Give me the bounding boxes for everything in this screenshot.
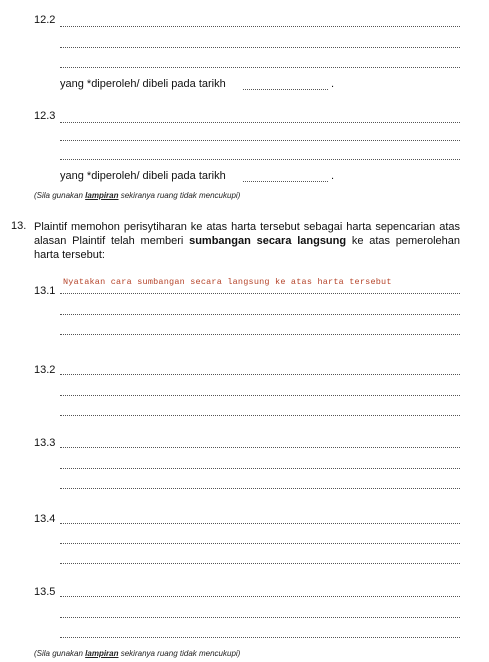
item-13-1-line-1[interactable]: [60, 293, 460, 294]
section-13-bold-text: sumbangan secara langsung: [189, 235, 347, 247]
attachment-note-2: [34, 649, 240, 658]
item-12-3-number: 12.3: [34, 110, 56, 122]
item-13-4-line-1[interactable]: [60, 523, 460, 524]
item-13-4-line-2[interactable]: [60, 543, 460, 544]
item-12-2-period: .: [331, 78, 335, 90]
item-13-1-line-2[interactable]: [60, 314, 460, 315]
item-12-3-line-3[interactable]: [60, 159, 460, 160]
item-12-3-line-1[interactable]: [60, 122, 460, 123]
item-13-2-line-2[interactable]: [60, 395, 460, 396]
item-12-3-date-field[interactable]: [243, 181, 328, 182]
item-12-3-period: .: [331, 170, 335, 182]
item-13-5-number: 13.5: [34, 586, 56, 598]
item-13-1-line-3[interactable]: [60, 334, 460, 335]
section-13-text-2: ke atas pemerolehan harta tersebut:: [34, 235, 460, 261]
item-13-4-number: 13.4: [34, 513, 56, 525]
item-12-2-number: 12.2: [34, 14, 56, 26]
item-13-2-number: 13.2: [34, 364, 56, 376]
item-13-1-handwritten-note: Nyatakan cara sumbangan secara langsung ke atas harta tersebut: [63, 277, 392, 287]
section-13-text-1: Plaintif memohon perisytiharan ke atas harta tersebut sebagai harta sepencarian atas alasan Plaintif telah memberi: [34, 221, 460, 247]
item-13-2-line-1[interactable]: [60, 374, 460, 375]
note-2-suffix: sekiranya ruang tidak mencukupi): [118, 649, 241, 658]
section-13-paragraph: [34, 220, 460, 262]
item-12-2-line-2[interactable]: [60, 47, 460, 48]
item-13-5-line-2[interactable]: [60, 617, 460, 618]
item-13-1-number: 13.1: [34, 285, 56, 297]
note-2-prefix: (Sila gunakan: [34, 649, 86, 658]
item-13-5-line-3[interactable]: [60, 637, 460, 638]
note-1-suffix: sekiranya ruang tidak mencukupi): [118, 191, 241, 200]
note-2-lampiran: lampiran: [85, 649, 119, 658]
item-13-3-number: 13.3: [34, 437, 56, 449]
attachment-note-1: [34, 191, 240, 200]
item-13-3-line-2[interactable]: [60, 468, 460, 469]
note-1-lampiran: lampiran: [85, 191, 119, 200]
item-13-2-line-3[interactable]: [60, 415, 460, 416]
item-12-3-line-2[interactable]: [60, 140, 460, 141]
item-12-3-acquired-label: yang *diperoleh/ dibeli pada tarikh: [60, 170, 226, 182]
item-12-2-date-field[interactable]: [243, 89, 328, 90]
item-13-3-line-1[interactable]: [60, 447, 460, 448]
note-1-prefix: (Sila gunakan: [34, 191, 86, 200]
section-13-number: 13.: [11, 220, 27, 232]
item-13-5-line-1[interactable]: [60, 596, 460, 597]
item-12-2-line-1[interactable]: [60, 26, 460, 27]
item-12-2-acquired-label: yang *diperoleh/ dibeli pada tarikh: [60, 78, 226, 90]
item-13-3-line-3[interactable]: [60, 488, 460, 489]
item-12-2-line-3[interactable]: [60, 67, 460, 68]
item-13-4-line-3[interactable]: [60, 563, 460, 564]
